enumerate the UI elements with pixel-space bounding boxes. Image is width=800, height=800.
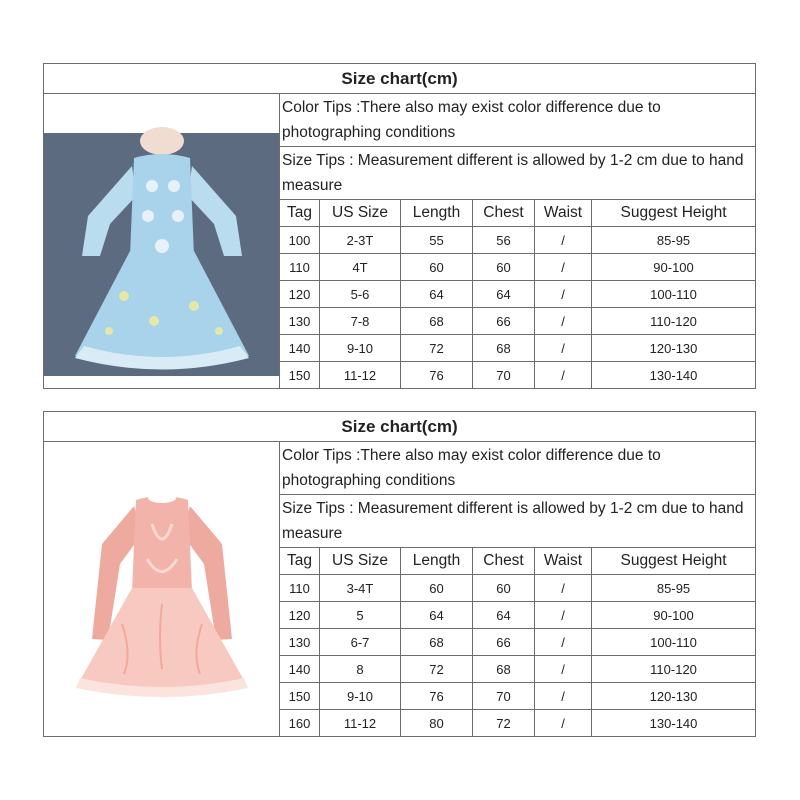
size-tips: Size Tips : Measurement different is allowed by 1-2 cm due to hand measure — [280, 147, 756, 200]
pink-dress-photo — [62, 464, 262, 714]
cell-waist: / — [535, 335, 592, 362]
cell-length: 68 — [401, 308, 473, 335]
cell-us-size: 9-10 — [320, 335, 401, 362]
cell-chest: 70 — [473, 362, 535, 389]
cell-chest: 70 — [473, 683, 535, 710]
cell-tag: 150 — [280, 362, 320, 389]
cell-suggest-height: 100-110 — [592, 281, 756, 308]
cell-suggest-height: 100-110 — [592, 629, 756, 656]
header-suggest-height: Suggest Height — [592, 200, 756, 227]
cell-chest: 64 — [473, 281, 535, 308]
header-tag: Tag — [280, 548, 320, 575]
cell-suggest-height: 85-95 — [592, 227, 756, 254]
cell-us-size: 8 — [320, 656, 401, 683]
header-waist: Waist — [535, 200, 592, 227]
cell-length: 76 — [401, 683, 473, 710]
cell-length: 60 — [401, 254, 473, 281]
cell-tag: 160 — [280, 710, 320, 737]
cell-us-size: 7-8 — [320, 308, 401, 335]
cell-chest: 60 — [473, 254, 535, 281]
cell-suggest-height: 90-100 — [592, 254, 756, 281]
cell-chest: 60 — [473, 575, 535, 602]
header-tag: Tag — [280, 200, 320, 227]
cell-us-size: 5 — [320, 602, 401, 629]
cell-us-size: 11-12 — [320, 362, 401, 389]
header-chest: Chest — [473, 548, 535, 575]
cell-us-size: 5-6 — [320, 281, 401, 308]
cell-us-size: 6-7 — [320, 629, 401, 656]
header-length: Length — [401, 548, 473, 575]
cell-us-size: 3-4T — [320, 575, 401, 602]
cell-chest: 66 — [473, 308, 535, 335]
product-photo-cell — [44, 94, 280, 389]
cell-chest: 64 — [473, 602, 535, 629]
cell-waist: / — [535, 281, 592, 308]
cell-chest: 72 — [473, 710, 535, 737]
cell-length: 68 — [401, 629, 473, 656]
cell-length: 76 — [401, 362, 473, 389]
cell-waist: / — [535, 575, 592, 602]
header-us-size: US Size — [320, 548, 401, 575]
cell-tag: 130 — [280, 629, 320, 656]
cell-waist: / — [535, 683, 592, 710]
header-us-size: US Size — [320, 200, 401, 227]
product-photo-cell — [44, 442, 280, 737]
cell-tag: 130 — [280, 308, 320, 335]
cell-length: 55 — [401, 227, 473, 254]
header-chest: Chest — [473, 200, 535, 227]
size-chart-1 — [43, 63, 756, 389]
header-suggest-height: Suggest Height — [592, 548, 756, 575]
cell-chest: 66 — [473, 629, 535, 656]
chart-title: Size chart(cm) — [44, 412, 756, 442]
cell-chest: 68 — [473, 656, 535, 683]
cell-length: 64 — [401, 281, 473, 308]
cell-suggest-height: 90-100 — [592, 602, 756, 629]
color-tips: Color Tips :There also may exist color difference due to photographing conditions — [280, 442, 756, 495]
cell-waist: / — [535, 656, 592, 683]
color-tips: Color Tips :There also may exist color difference due to photographing conditions — [280, 94, 756, 147]
cell-tag: 110 — [280, 254, 320, 281]
chart-title: Size chart(cm) — [44, 64, 756, 94]
cell-length: 72 — [401, 656, 473, 683]
cell-waist: / — [535, 710, 592, 737]
size-tips: Size Tips : Measurement different is allowed by 1-2 cm due to hand measure — [280, 495, 756, 548]
cell-waist: / — [535, 629, 592, 656]
cell-tag: 150 — [280, 683, 320, 710]
cell-suggest-height: 110-120 — [592, 656, 756, 683]
cell-length: 64 — [401, 602, 473, 629]
cell-waist: / — [535, 227, 592, 254]
header-length: Length — [401, 200, 473, 227]
cell-suggest-height: 120-130 — [592, 335, 756, 362]
cell-length: 72 — [401, 335, 473, 362]
cell-tag: 140 — [280, 656, 320, 683]
cell-suggest-height: 85-95 — [592, 575, 756, 602]
cell-tag: 140 — [280, 335, 320, 362]
cell-length: 80 — [401, 710, 473, 737]
cell-waist: / — [535, 308, 592, 335]
cell-suggest-height: 130-140 — [592, 710, 756, 737]
cell-waist: / — [535, 254, 592, 281]
cell-us-size: 9-10 — [320, 683, 401, 710]
cell-tag: 120 — [280, 281, 320, 308]
cell-waist: / — [535, 362, 592, 389]
cell-chest: 56 — [473, 227, 535, 254]
size-chart-2 — [43, 411, 756, 737]
cell-suggest-height: 110-120 — [592, 308, 756, 335]
cell-chest: 68 — [473, 335, 535, 362]
header-waist: Waist — [535, 548, 592, 575]
cell-length: 60 — [401, 575, 473, 602]
cell-us-size: 11-12 — [320, 710, 401, 737]
cell-tag: 120 — [280, 602, 320, 629]
cell-waist: / — [535, 602, 592, 629]
cell-us-size: 4T — [320, 254, 401, 281]
cell-tag: 110 — [280, 575, 320, 602]
cell-tag: 100 — [280, 227, 320, 254]
blue-dress-photo — [44, 106, 280, 376]
cell-us-size: 2-3T — [320, 227, 401, 254]
cell-suggest-height: 130-140 — [592, 362, 756, 389]
cell-suggest-height: 120-130 — [592, 683, 756, 710]
